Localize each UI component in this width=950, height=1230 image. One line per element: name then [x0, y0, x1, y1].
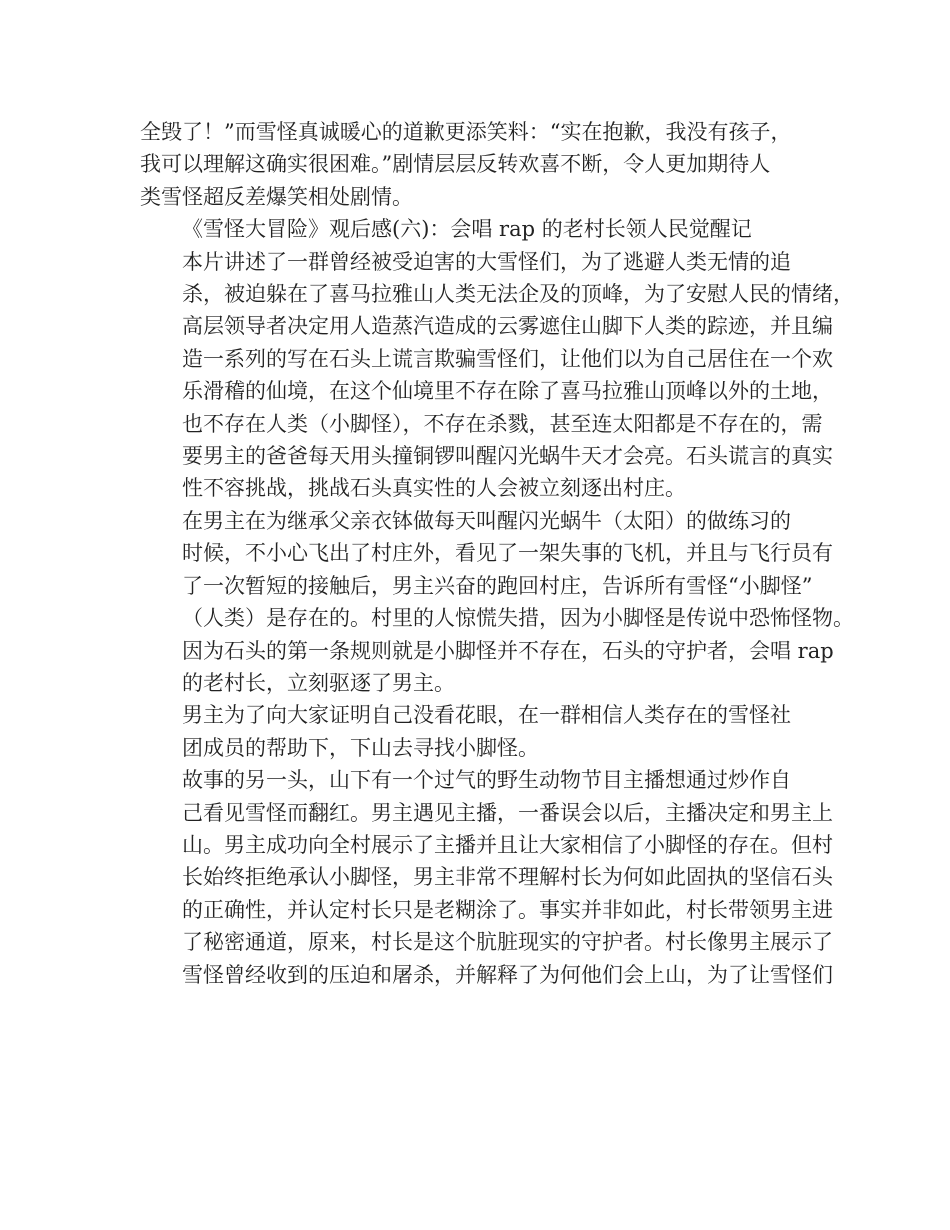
text-line: 因为石头的第一条规则就是小脚怪并不存在，石头的守护者，会唱 rap	[182, 638, 834, 663]
text-line: 长始终拒绝承认小脚怪，男主非常不理解村长为何如此固执的坚信石头	[182, 865, 833, 890]
text-line: 造一系列的写在石头上谎言欺骗雪怪们，让他们以为自己居住在一个欢	[182, 346, 833, 371]
text-line: 高层领导者决定用人造蒸汽造成的云雾遮住山脚下人类的踪迹，并且编	[182, 314, 833, 339]
text-line: 己看见雪怪而翻红。男主遇见主播，一番误会以后，主播决定和男主上	[182, 800, 833, 825]
text-line: 的正确性，并认定村长只是老糊涂了。事实并非如此，村长带领男主进	[182, 897, 833, 922]
paragraph-1	[140, 116, 816, 213]
text-line: 故事的另一头，山下有一个过气的野生动物节目主播想通过炒作自	[182, 768, 791, 793]
text-line: 杀，被迫躲在了喜马拉雅山人类无法企及的顶峰，为了安慰人民的情绪，	[182, 282, 854, 307]
heading-line: 《雪怪大冒险》观后感(六)：会唱 rap 的老村长领人民觉醒记	[182, 217, 752, 242]
text-line: 了一次暂短的接触后，男主兴奋的跑回村庄，告诉所有雪怪“小脚怪”	[182, 573, 813, 598]
text-line: 时候，不小心飞出了村庄外，看见了一架失事的飞机，并且与飞行员有	[182, 541, 833, 566]
text-line: 的老村长，立刻驱逐了男主。	[182, 670, 455, 695]
text-line: 性不容挑战，挑战石头真实性的人会被立刻逐出村庄。	[182, 476, 686, 501]
text-line: 雪怪曾经收到的压迫和屠杀，并解释了为何他们会上山，为了让雪怪们	[182, 962, 833, 987]
text-line: 乐滑稽的仙境，在这个仙境里不存在除了喜马拉雅山顶峰以外的土地，	[182, 379, 833, 404]
text-line: 也不存在人类（小脚怪），不存在杀戮，甚至连太阳都是不存在的，需	[182, 411, 823, 436]
text-line: 本片讲述了一群曾经被受迫害的大雪怪们，为了逃避人类无情的追	[182, 249, 791, 274]
paragraph-5	[140, 764, 833, 991]
text-line: 山。男主成功向全村展示了主播并且让大家相信了小脚怪的存在。但村	[182, 832, 833, 857]
section-heading	[140, 213, 816, 245]
paragraph-3	[140, 505, 854, 699]
text-line: 我可以理解这确实很困难。”剧情层层反转欢喜不断，令人更加期待人	[140, 152, 771, 177]
text-line: 类雪怪超反差爆笑相处剧情。	[140, 184, 413, 209]
text-line: 要男主的爸爸每天用头撞铜锣叫醒闪光蜗牛天才会亮。石头谎言的真实	[182, 444, 833, 469]
text-line: 男主为了向大家证明自己没看花眼，在一群相信人类存在的雪怪社	[182, 703, 791, 728]
document-page	[140, 116, 854, 991]
text-line: （人类）是存在的。村里的人惊慌失措，因为小脚怪是传说中恐怖怪物。	[182, 606, 854, 631]
text-line: 团成员的帮助下，下山去寻找小脚怪。	[182, 735, 539, 760]
paragraph-2	[140, 246, 854, 505]
text-line: 了秘密通道，原来，村长是这个肮脏现实的守护者。村长像男主展示了	[182, 930, 833, 955]
paragraph-4	[140, 699, 816, 764]
text-line: 全毁了！”而雪怪真诚暖心的道歉更添笑料：“实在抱歉，我没有孩子，	[140, 120, 792, 144]
text-line: 在男主在为继承父亲衣钵做每天叫醒闪光蜗牛（太阳）的做练习的	[182, 508, 791, 533]
